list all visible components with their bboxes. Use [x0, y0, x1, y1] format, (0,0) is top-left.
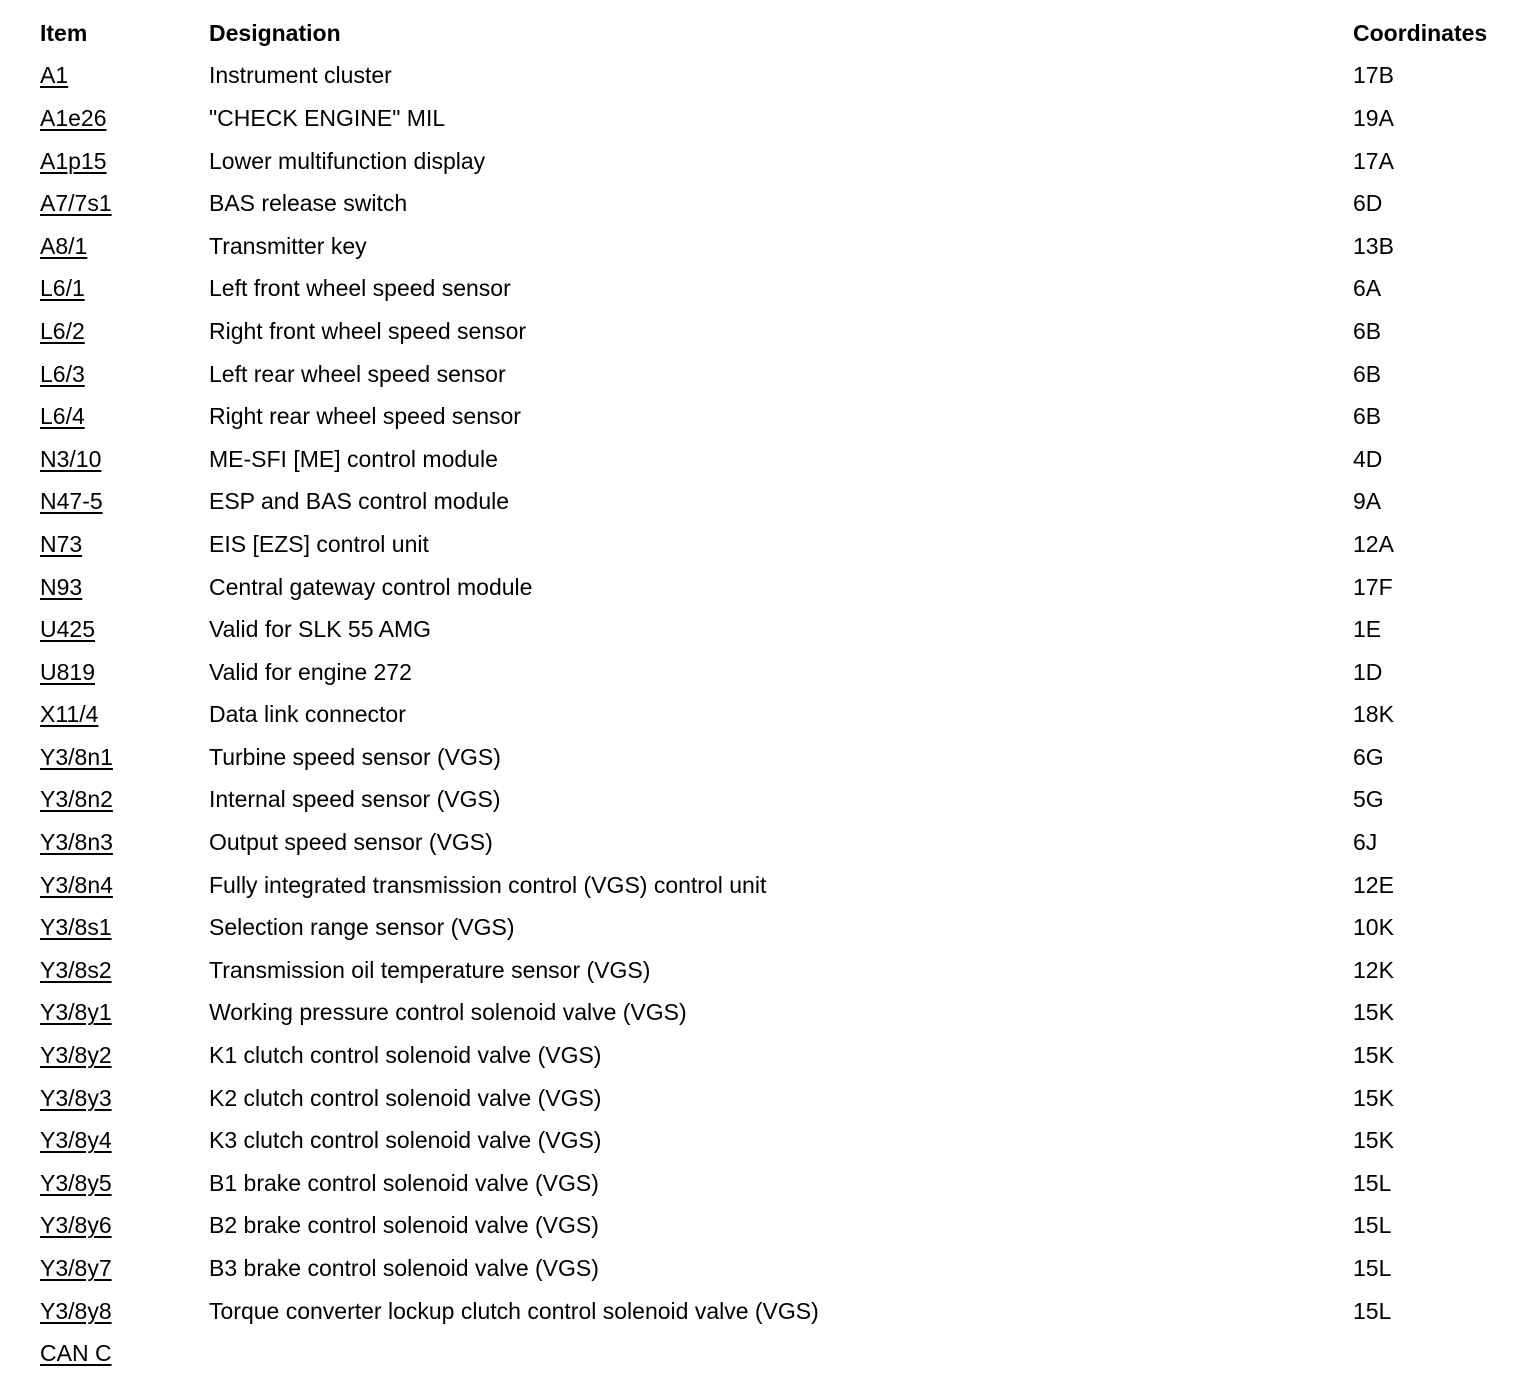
item-cell [40, 232, 209, 259]
item-link[interactable]: Y3/8n3 [40, 829, 113, 856]
coordinates-cell: 15L [1353, 1255, 1392, 1282]
component-legend-table [40, 12, 1510, 1375]
coordinates-cell: 15K [1353, 1042, 1394, 1069]
coordinates-cell: 1E [1353, 616, 1382, 643]
item-link[interactable]: Y3/8s1 [40, 914, 112, 941]
coordinates-cell: 5G [1353, 786, 1384, 813]
item-cell [40, 956, 209, 983]
table-row [40, 1034, 1510, 1077]
designation-cell: Central gateway control module [209, 573, 533, 600]
table-row [40, 140, 1510, 183]
table-row [40, 864, 1510, 907]
header-coordinates: Coordinates [1353, 19, 1488, 46]
item-cell [40, 916, 209, 939]
designation-cell: Turbine speed sensor (VGS) [209, 743, 501, 770]
table-row [40, 821, 1510, 864]
coordinates-cell: 9A [1353, 488, 1382, 515]
item-link[interactable]: Y3/8n4 [40, 871, 113, 898]
designation-cell: Internal speed sensor (VGS) [209, 786, 501, 813]
item-cell [40, 658, 209, 685]
item-cell [40, 573, 209, 600]
item-cell [40, 104, 209, 131]
designation-cell: Data link connector [209, 701, 406, 728]
item-link[interactable]: L6/2 [40, 317, 85, 344]
coordinates-cell: 15L [1353, 1169, 1392, 1196]
item-cell [40, 1342, 209, 1365]
coordinates-cell: 17F [1353, 573, 1393, 600]
item-link[interactable]: Y3/8y5 [40, 1169, 112, 1196]
item-cell [40, 405, 209, 428]
table-row [40, 651, 1510, 694]
designation-cell: ESP and BAS control module [209, 488, 510, 515]
designation-cell: ME-SFI [ME] control module [209, 445, 498, 472]
table-row [40, 225, 1510, 268]
coordinates-cell: 6B [1353, 403, 1382, 430]
coordinates-cell: 12A [1353, 530, 1394, 557]
item-link[interactable]: A1p15 [40, 147, 107, 174]
item-link[interactable]: Y3/8y2 [40, 1042, 112, 1069]
designation-cell: Working pressure control solenoid valve (VGS) [209, 999, 687, 1026]
table-row [40, 97, 1510, 140]
coordinates-cell: 6B [1353, 360, 1382, 387]
table-row [40, 1119, 1510, 1162]
item-cell [40, 788, 209, 811]
table-row [40, 1332, 1510, 1375]
header-designation: Designation [209, 19, 341, 46]
coordinates-cell: 12K [1353, 956, 1394, 983]
designation-cell: K2 clutch control solenoid valve (VGS) [209, 1084, 602, 1111]
item-cell [40, 703, 209, 726]
coordinates-cell: 15K [1353, 1127, 1394, 1154]
item-link[interactable]: L6/1 [40, 275, 85, 302]
item-link[interactable]: Y3/8y8 [40, 1297, 112, 1324]
coordinates-cell: 6B [1353, 317, 1382, 344]
item-link[interactable]: X11/4 [40, 701, 99, 728]
table-row [40, 736, 1510, 779]
item-cell [40, 743, 209, 770]
item-cell [40, 360, 209, 387]
table-row [40, 310, 1510, 353]
coordinates-cell: 17B [1353, 62, 1394, 89]
designation-cell: Right front wheel speed sensor [209, 317, 527, 344]
item-cell [40, 147, 209, 174]
table-row [40, 1162, 1510, 1205]
designation-cell: Instrument cluster [209, 62, 392, 89]
table-row [40, 992, 1510, 1035]
item-link[interactable]: L6/3 [40, 360, 85, 387]
table-row [40, 1077, 1510, 1120]
item-link[interactable]: A1 [40, 62, 69, 89]
coordinates-cell: 6D [1353, 190, 1383, 217]
item-cell [40, 1257, 209, 1280]
designation-cell: Output speed sensor (VGS) [209, 829, 493, 856]
designation-cell: K3 clutch control solenoid valve (VGS) [209, 1127, 602, 1154]
item-link[interactable]: Y3/8s2 [40, 956, 112, 983]
table-row [40, 608, 1510, 651]
item-link[interactable]: A7/7s1 [40, 190, 112, 217]
item-link[interactable]: Y3/8y4 [40, 1127, 112, 1154]
coordinates-cell: 6J [1353, 829, 1378, 856]
table-row [40, 523, 1510, 566]
designation-cell: Right rear wheel speed sensor [209, 403, 521, 430]
item-cell [40, 530, 209, 557]
item-link[interactable]: N93 [40, 573, 83, 600]
designation-cell: Transmission oil temperature sensor (VGS) [209, 956, 651, 983]
item-link[interactable]: CAN C [40, 1340, 112, 1367]
table-row [40, 182, 1510, 225]
table-row [40, 1290, 1510, 1333]
designation-cell: EIS [EZS] control unit [209, 530, 429, 557]
table-body [40, 55, 1510, 1375]
designation-cell: Torque converter lockup clutch control solenoid valve (VGS) [209, 1297, 819, 1324]
item-cell [40, 445, 209, 472]
designation-cell: Valid for SLK 55 AMG [209, 616, 432, 643]
table-row [40, 395, 1510, 438]
item-link[interactable]: Y3/8n2 [40, 786, 113, 813]
item-cell [40, 490, 209, 513]
item-cell [40, 831, 209, 854]
coordinates-cell: 13B [1353, 232, 1394, 259]
item-link[interactable]: Y3/8y3 [40, 1084, 112, 1111]
designation-cell: BAS release switch [209, 190, 408, 217]
designation-cell: Selection range sensor (VGS) [209, 914, 515, 941]
table-row [40, 694, 1510, 737]
item-link[interactable]: Y3/8y6 [40, 1212, 112, 1239]
item-cell [40, 1001, 209, 1024]
table-row [40, 268, 1510, 311]
designation-cell: Lower multifunction display [209, 147, 486, 174]
coordinates-cell: 15L [1353, 1297, 1392, 1324]
item-link[interactable]: Y3/8y1 [40, 999, 112, 1026]
table-row [40, 1247, 1510, 1290]
designation-cell: Transmitter key [209, 232, 367, 259]
header-item: Item [40, 19, 88, 46]
designation-cell: Fully integrated transmission control (VGS) control unit [209, 871, 767, 898]
item-cell [40, 1169, 209, 1196]
coordinates-cell: 18K [1353, 701, 1394, 728]
designation-cell: B2 brake control solenoid valve (VGS) [209, 1212, 599, 1239]
item-cell [40, 1129, 209, 1152]
item-link[interactable]: A1e26 [40, 104, 107, 131]
designation-cell: K1 clutch control solenoid valve (VGS) [209, 1042, 602, 1069]
coordinates-cell: 17A [1353, 147, 1394, 174]
table-row [40, 779, 1510, 822]
coordinates-cell: 15K [1353, 1084, 1394, 1111]
designation-cell: Valid for engine 272 [209, 658, 412, 685]
designation-cell: B1 brake control solenoid valve (VGS) [209, 1169, 599, 1196]
table-row [40, 353, 1510, 396]
coordinates-cell: 6G [1353, 743, 1384, 770]
item-link[interactable]: Y3/8n1 [40, 743, 113, 770]
coordinates-cell: 12E [1353, 871, 1394, 898]
table-row [40, 481, 1510, 524]
coordinates-cell: 4D [1353, 445, 1383, 472]
item-link[interactable]: L6/4 [40, 403, 85, 430]
item-link[interactable]: U425 [40, 616, 95, 643]
item-cell [40, 192, 209, 215]
item-link[interactable]: N73 [40, 530, 83, 557]
designation-cell: B3 brake control solenoid valve (VGS) [209, 1255, 599, 1282]
coordinates-cell: 6A [1353, 275, 1382, 302]
table-row [40, 566, 1510, 609]
item-cell [40, 1297, 209, 1324]
item-link[interactable]: U819 [40, 658, 95, 685]
item-cell [40, 1084, 209, 1111]
item-cell [40, 871, 209, 898]
item-link[interactable]: A8/1 [40, 232, 88, 259]
table-row [40, 906, 1510, 949]
designation-cell: Left front wheel speed sensor [209, 275, 511, 302]
item-cell [40, 1044, 209, 1067]
item-link[interactable]: N47-5 [40, 488, 103, 515]
table-row [40, 949, 1510, 992]
coordinates-cell: 10K [1353, 914, 1394, 941]
coordinates-cell: 15K [1353, 999, 1394, 1026]
table-row [40, 1205, 1510, 1248]
table-row [40, 438, 1510, 481]
coordinates-cell: 15L [1353, 1212, 1392, 1239]
item-cell [40, 317, 209, 344]
table-header [40, 12, 1510, 55]
table-row [40, 55, 1510, 98]
designation-cell: Left rear wheel speed sensor [209, 360, 506, 387]
item-link[interactable]: N3/10 [40, 445, 102, 472]
coordinates-cell: 1D [1353, 658, 1383, 685]
item-link[interactable]: Y3/8y7 [40, 1255, 112, 1282]
item-cell [40, 64, 209, 87]
coordinates-cell: 19A [1353, 104, 1394, 131]
item-cell [40, 1214, 209, 1237]
designation-cell: "CHECK ENGINE" MIL [209, 104, 446, 131]
item-cell [40, 618, 209, 641]
item-cell [40, 277, 209, 300]
